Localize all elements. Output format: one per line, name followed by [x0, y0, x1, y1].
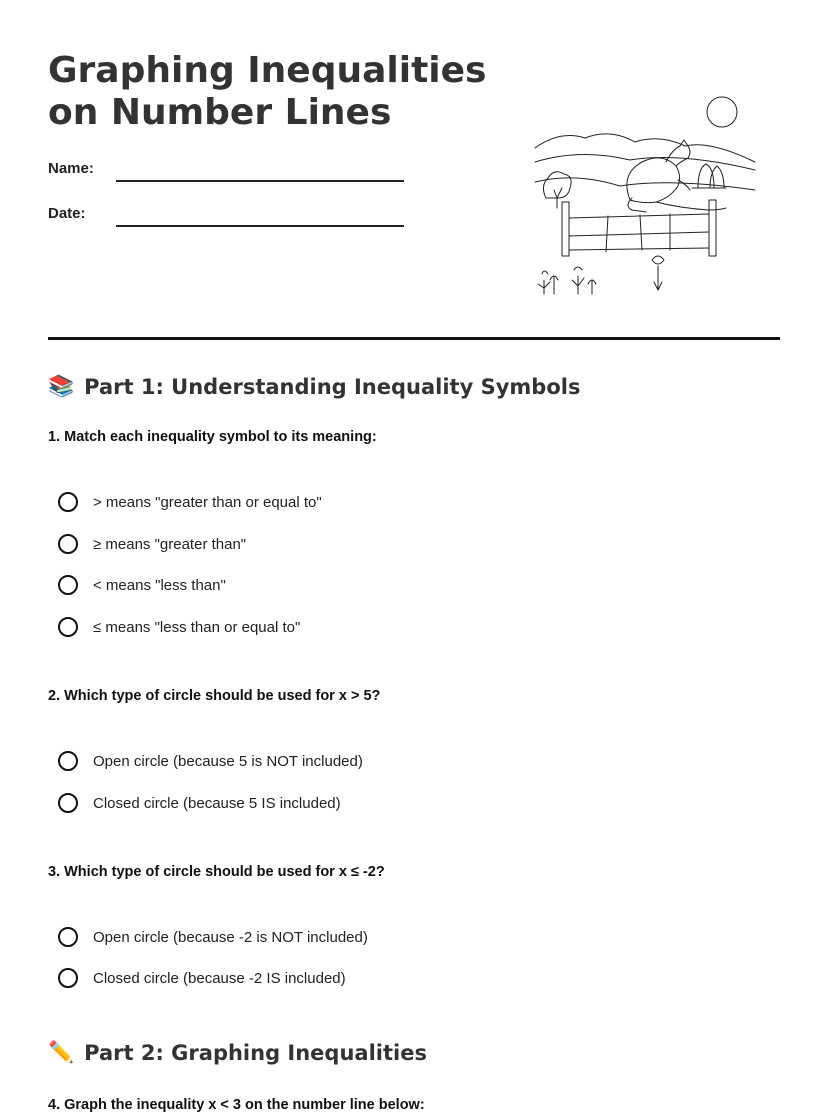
- option-label: < means "less than": [93, 576, 226, 594]
- q1-option-2[interactable]: [58, 534, 246, 554]
- option-label: ≤ means "less than or equal to": [93, 618, 301, 636]
- kangaroo-fence-illustration: [520, 90, 770, 310]
- section-title-text: Part 1: Understanding Inequality Symbols: [84, 374, 581, 399]
- option-label: > means "greater than or equal to": [93, 493, 322, 511]
- q3-option-2[interactable]: [58, 968, 346, 988]
- section-title-part-1: [48, 374, 580, 399]
- question-2: 2. Which type of circle should be used for x > 5?: [48, 688, 381, 704]
- q3-option-1[interactable]: [58, 927, 368, 947]
- radio-button[interactable]: [58, 534, 78, 554]
- title-line-2: on Number Lines: [48, 92, 392, 133]
- radio-button[interactable]: [58, 617, 78, 637]
- name-label: Name:: [48, 160, 94, 177]
- tree-left-icon: [543, 172, 571, 208]
- hill-line-back: [535, 154, 755, 170]
- option-label: ≥ means "greater than": [93, 535, 247, 553]
- radio-button[interactable]: [58, 492, 78, 512]
- option-label: Closed circle (because -2 IS included): [93, 969, 346, 987]
- question-3: 3. Which type of circle should be used for x ≤ -2?: [48, 864, 385, 880]
- date-field-line[interactable]: [116, 225, 404, 227]
- q2-option-1[interactable]: [58, 751, 363, 771]
- date-label: Date:: [48, 205, 86, 222]
- radio-button[interactable]: [58, 575, 78, 595]
- q1-option-3[interactable]: [58, 575, 226, 595]
- radio-button[interactable]: [58, 968, 78, 988]
- books-icon: 📚: [48, 374, 75, 398]
- option-label: Closed circle (because 5 IS included): [93, 794, 341, 812]
- section-title-text: Part 2: Graphing Inequalities: [84, 1040, 427, 1065]
- q1-option-4[interactable]: [58, 617, 300, 637]
- radio-button[interactable]: [58, 927, 78, 947]
- section-title-part-2: [48, 1040, 427, 1065]
- radio-button[interactable]: [58, 751, 78, 771]
- flowers-icon: [538, 256, 664, 294]
- header-divider: [48, 337, 780, 340]
- q1-option-1[interactable]: [58, 492, 322, 512]
- page-title: [48, 50, 486, 134]
- title-line-1: Graphing Inequalities: [48, 50, 487, 91]
- question-4: 4. Graph the inequality x < 3 on the number line below:: [48, 1097, 425, 1113]
- radio-button[interactable]: [58, 793, 78, 813]
- sun-icon: [707, 97, 737, 127]
- question-1: 1. Match each inequality symbol to its meaning:: [48, 429, 377, 445]
- pencil-icon: ✏️: [48, 1040, 75, 1064]
- option-label: Open circle (because -2 is NOT included): [93, 928, 368, 946]
- option-label: Open circle (because 5 is NOT included): [93, 752, 363, 770]
- name-field-line[interactable]: [116, 180, 404, 182]
- q2-option-2[interactable]: [58, 793, 341, 813]
